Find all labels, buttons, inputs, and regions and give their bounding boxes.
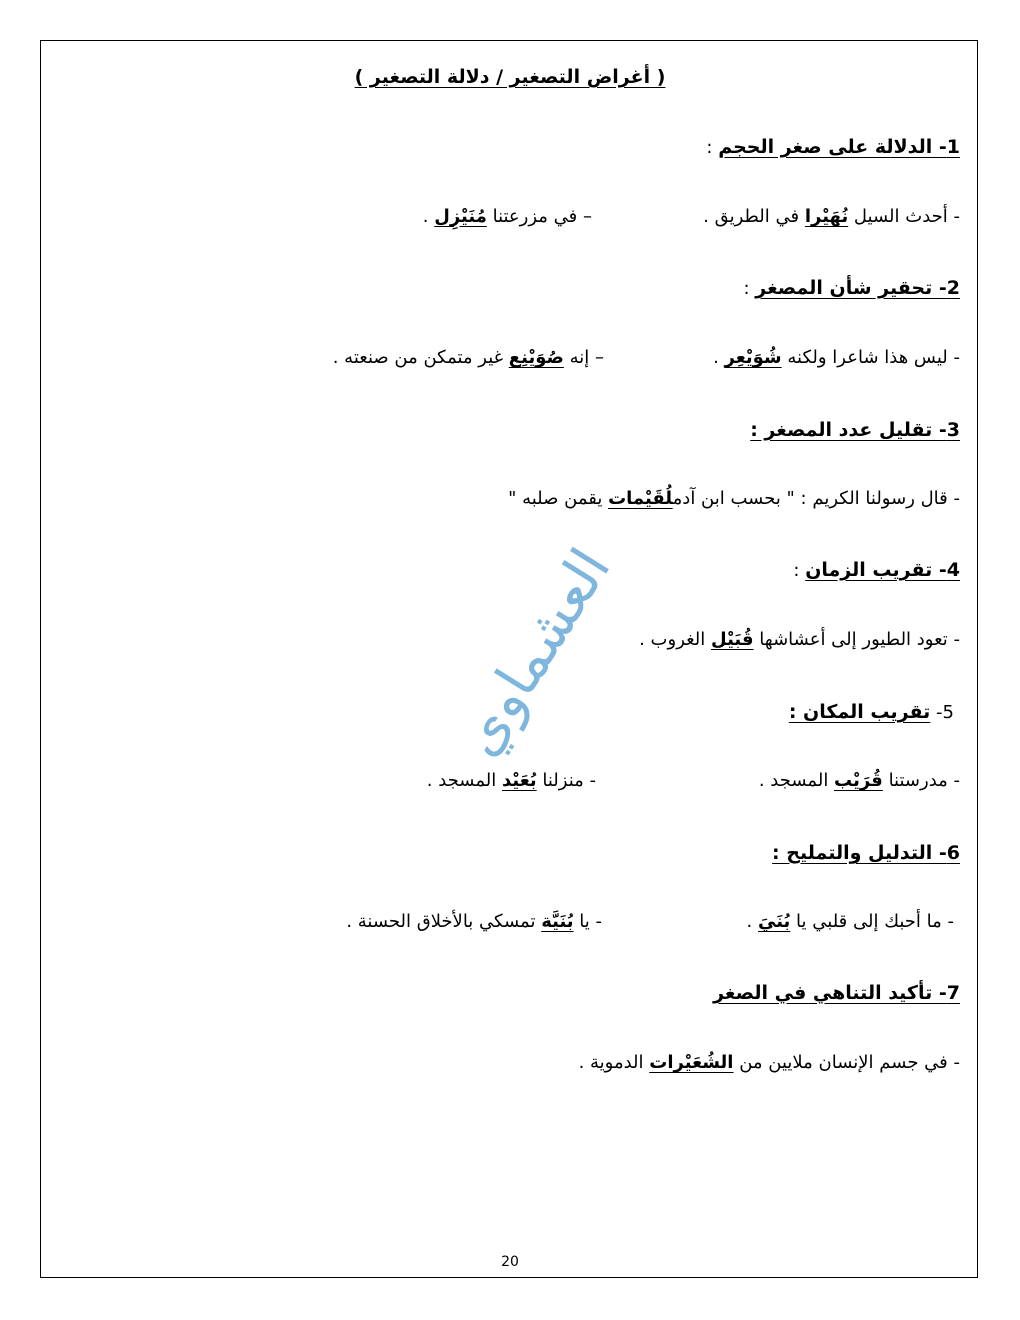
example-post: يقمن صلبه ": [508, 488, 609, 509]
example-pre: - أحدث السيل: [848, 206, 960, 227]
example-keyword: بُنَيَ: [758, 911, 791, 932]
section-7-heading: [713, 980, 960, 1007]
example-pre: - منزلنا: [536, 770, 596, 791]
section-5-heading: [789, 699, 954, 726]
example-pre: - ليس هذا شاعرا ولكنه: [781, 347, 960, 368]
example-keyword: مُنَيْزِل: [434, 206, 487, 227]
example-post: .: [746, 911, 758, 932]
section-1-heading-suffix: :: [706, 137, 719, 158]
example-pre: - في جسم الإنسان ملايين من: [733, 1052, 960, 1073]
example-keyword: شُوَيْعِر: [724, 347, 782, 368]
example-pre: - يا: [573, 911, 602, 932]
section-2-heading: [743, 275, 960, 302]
example-post: الدموية .: [578, 1052, 650, 1073]
section-1-heading: [706, 134, 960, 161]
example-pre: - تعود الطيور إلى أعشاشها: [753, 629, 960, 650]
example-keyword: الشُعَيْرات: [649, 1052, 734, 1073]
example-pre: - مدرستنا: [882, 770, 960, 791]
example-post: غير متمكن من صنعته .: [332, 347, 509, 368]
section-2-example-2: [333, 345, 604, 371]
example-pre: – في مزرعتنا: [486, 206, 592, 227]
example-keyword: قُرَيْب: [834, 770, 883, 791]
section-7-heading-text: 7- تأكيد التناهي في الصغر: [713, 982, 960, 1004]
section-6-heading: [772, 840, 960, 867]
section-6-example-1: [747, 909, 954, 935]
example-keyword: نُهَيْرا: [804, 206, 849, 227]
section-5-heading-text: تقريب المكان :: [788, 701, 931, 723]
example-keyword: بُنَيَّة: [541, 911, 574, 932]
section-2-example-1: [713, 345, 960, 371]
section-4-heading-suffix: :: [793, 560, 806, 581]
example-keyword: لُقَيْمات: [608, 488, 673, 509]
section-3-example-1: [508, 486, 960, 512]
example-post: المسجد .: [426, 770, 502, 791]
section-2-heading-text: 2- تحقير شأن المصغر: [755, 277, 960, 299]
example-post: .: [713, 347, 725, 368]
watermark-signature: العشماوي: [446, 537, 624, 768]
section-1-heading-text: 1- الدلالة على صغر الحجم: [718, 136, 960, 158]
example-keyword: صُوَيْنِع: [508, 347, 564, 368]
section-4-heading: [793, 557, 960, 584]
section-6-example-2: [346, 909, 602, 935]
section-1-example-2: [423, 204, 592, 230]
example-post: تمسكي بالأخلاق الحسنة .: [346, 911, 542, 932]
page-title: [0, 64, 1020, 90]
example-pre: - قال رسولنا الكريم : " بحسب ابن آدم: [672, 488, 960, 509]
section-5-example-1: [759, 768, 960, 794]
section-7-example-1: [579, 1050, 960, 1076]
example-keyword: قُبَيْل: [711, 629, 754, 650]
page-number: 20: [501, 1254, 519, 1270]
example-pre: – إنه: [563, 347, 604, 368]
section-3-heading-text: 3- تقليل عدد المصغر :: [750, 419, 960, 441]
section-5-example-2: [427, 768, 596, 794]
section-6-heading-text: 6- التدليل والتمليح :: [772, 842, 960, 864]
example-pre: - ما أحبك إلى قلبي يا: [790, 911, 954, 932]
section-2-heading-suffix: :: [743, 278, 756, 299]
section-4-heading-text: 4- تقريب الزمان: [805, 559, 960, 581]
section-4-example-1: [639, 627, 960, 653]
section-3-heading: [750, 417, 960, 444]
section-5-heading-number: 5-: [936, 702, 954, 723]
example-post: .: [422, 206, 435, 227]
example-post: المسجد .: [758, 770, 835, 791]
page-title-text: ( أغراض التصغير / دلالة التصغير ): [354, 66, 666, 88]
example-post: في الطريق .: [703, 206, 805, 227]
example-keyword: بُعَيْد: [501, 770, 537, 791]
section-1-example-1: [703, 204, 960, 230]
example-post: الغروب .: [639, 629, 712, 650]
